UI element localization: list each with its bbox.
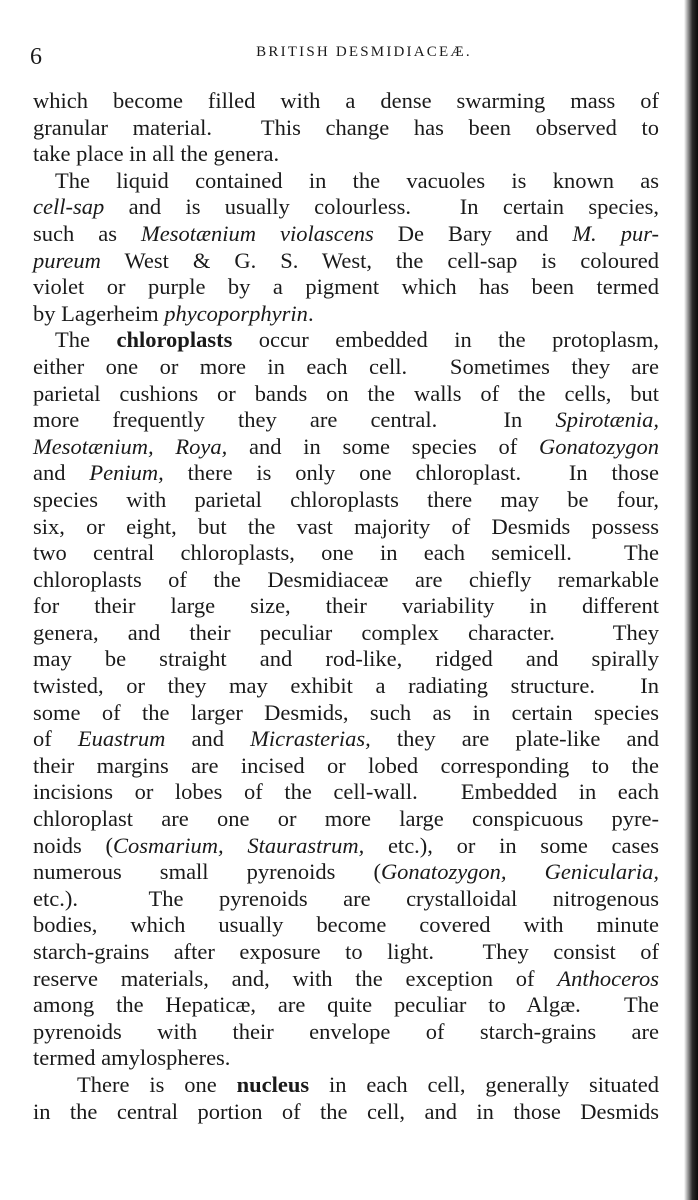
text-run: twisted, or they may exhibit a radiating structure. In [33, 673, 659, 699]
text-line [33, 115, 659, 142]
text-line [33, 514, 659, 541]
text-run: there is only one chloroplast. In those [163, 460, 659, 486]
text-line [33, 460, 659, 487]
page-number: 6 [30, 44, 43, 70]
text-run: starch-grains after exposure to light. They consist of [33, 939, 659, 964]
text-line [33, 886, 659, 913]
bold-term: chloroplasts [116, 327, 233, 353]
italic-term: Gonatozygon, Genicularia, [380, 859, 659, 885]
text-run: among the Hepaticæ, are quite peculiar to Algæ. The [33, 992, 659, 1018]
text-line [33, 700, 659, 727]
text-run: chloroplast are one or more large conspicuous pyre- [33, 806, 659, 832]
text-run: The [55, 327, 117, 353]
text-run: more frequently they are central. In [33, 407, 556, 433]
text-run: . [307, 300, 314, 326]
text-line [33, 168, 659, 195]
text-run: and [165, 726, 251, 752]
text-line [33, 673, 659, 700]
text-line [33, 141, 659, 168]
text-run: of [33, 726, 78, 752]
text-line [33, 992, 659, 1019]
text-line [33, 221, 659, 248]
text-run: noids ( [33, 832, 113, 858]
text-line [33, 194, 659, 221]
text-line [33, 248, 659, 275]
text-run: numerous small pyrenoids ( [33, 859, 381, 885]
text-run: by Lagerheim [33, 300, 165, 326]
text-run: occur embedded in the protoplasm, [232, 327, 660, 353]
italic-term: Euastrum [77, 726, 166, 752]
text-run: six, or eight, but the vast majority of Desmids possess [33, 513, 659, 539]
text-line [33, 274, 659, 301]
text-line [33, 726, 659, 753]
text-run: De Bary and [373, 220, 573, 246]
text-line [33, 434, 659, 461]
text-run: granular material. This change has been observed to [33, 114, 659, 140]
text-run: genera, and their peculiar complex character. They [33, 619, 659, 645]
text-run: etc.), or in some cases [364, 832, 659, 858]
italic-term: Anthoceros [557, 965, 659, 991]
text-line [33, 540, 659, 567]
page-header [0, 36, 698, 76]
italic-term: cell-sap [33, 194, 105, 220]
text-line [33, 1099, 659, 1126]
text-line [33, 646, 659, 673]
text-run: termed amylospheres. [33, 1045, 231, 1071]
italic-term: Gonatozygon [539, 433, 659, 459]
text-run: in each cell, generally situated [309, 1071, 659, 1097]
text-run: they are plate-like and [370, 726, 659, 752]
text-run: The liquid contained in the vacuoles is known as [55, 167, 659, 193]
text-run: reserve materials, and, with the exception of [33, 965, 558, 991]
italic-term: Micrasterias, [250, 726, 371, 752]
text-line [33, 381, 659, 408]
italic-term: pureum [33, 247, 101, 273]
text-line [33, 939, 659, 966]
text-run: and is usually colourless. In certain species, [104, 194, 659, 220]
text-line [33, 620, 659, 647]
text-run: some of the larger Desmids, such as in certain species [33, 699, 659, 725]
text-line [33, 1072, 659, 1099]
text-run: such as [33, 220, 142, 246]
text-line [33, 753, 659, 780]
text-line [33, 1019, 659, 1046]
bold-term: nucleus [236, 1071, 310, 1097]
italic-term: Penium, [89, 460, 164, 486]
text-run: There is one [77, 1071, 237, 1097]
running-head: BRITISH DESMIDIACEÆ. [256, 44, 472, 60]
text-run: and [33, 460, 90, 486]
italic-term: Spirotænia, [555, 407, 659, 433]
italic-term: M. pur- [572, 220, 659, 246]
italic-term: Mesotænium violascens [141, 220, 374, 246]
text-run: either one or more in each cell. Sometimes they are [33, 353, 659, 379]
text-run: two central chloroplasts, one in each semicell. The [33, 540, 659, 566]
text-line [33, 806, 659, 833]
text-run: chloroplasts of the Desmidiaceæ are chiefly remarkable [33, 566, 659, 592]
text-run: and in some species of [227, 433, 539, 459]
text-line [33, 327, 659, 354]
text-line [33, 593, 659, 620]
text-line [33, 859, 659, 886]
italic-term: Cosmarium, Staurastrum, [112, 832, 365, 858]
text-run: their margins are incised or lobed corresponding to the [33, 752, 659, 778]
text-run: pyrenoids with their envelope of starch-grains are [33, 1018, 659, 1044]
italic-term: phycoporphyrin [164, 300, 308, 326]
text-run: take place in all the genera. [33, 141, 280, 167]
text-line [33, 966, 659, 993]
text-line [33, 833, 659, 860]
text-line [33, 1045, 659, 1072]
text-run: may be straight and rod-like, ridged and spirally [33, 646, 659, 672]
text-run: incisions or lobes of the cell-wall. Embedded in each [33, 779, 659, 805]
text-line [33, 567, 659, 594]
text-line [33, 301, 659, 328]
text-run: etc.). The pyrenoids are crystalloidal nitrogenous [33, 885, 659, 911]
text-run: parietal cushions or bands on the walls of the cells, but [33, 380, 659, 406]
text-line [33, 88, 659, 115]
text-run: violet or purple by a pigment which has been termed [33, 274, 659, 300]
text-line [33, 779, 659, 806]
text-run: species with parietal chloroplasts there may be four, [33, 486, 659, 512]
text-run: West & G. S. West, the cell-sap is coloured [100, 247, 659, 273]
text-run: for their large size, their variability in different [33, 593, 659, 619]
text-line [33, 354, 659, 381]
text-line [33, 407, 659, 434]
text-run: which become filled with a dense swarming mass of [33, 88, 659, 113]
text-line [33, 912, 659, 939]
body-text [33, 88, 659, 1125]
text-run: in the central portion of the cell, and in those Desmids [33, 1098, 659, 1124]
text-run: bodies, which usually become covered with minute [33, 912, 659, 938]
italic-term: Mesotænium, Roya, [33, 433, 228, 459]
text-line [33, 487, 659, 514]
